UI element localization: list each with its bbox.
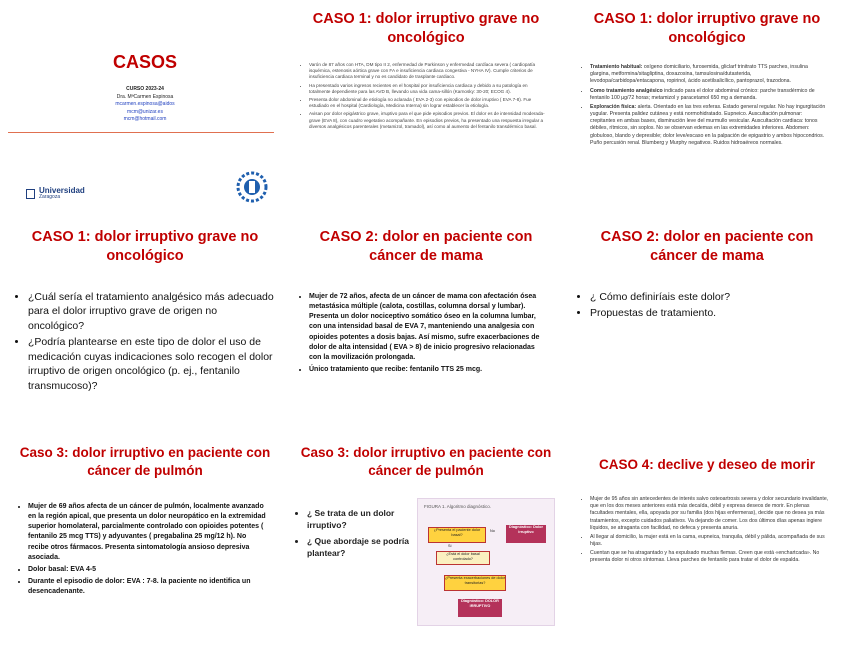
flow-box-basal: ¿Presenta el paciente dolor basal? xyxy=(428,527,486,543)
logo-subtext: Zaragoza xyxy=(39,194,61,200)
email-link[interactable]: mcm@hotmail.com xyxy=(123,116,167,122)
bullet-text: • Presenta dolor abdominal de etiología no aclarada ( EVA 2-3) con episodios de dolor irruptivo ( EVA 7-8). Fue estudiado en el hospital (Cardiología, Medicina Interna) sin lograr establecer la etiología. xyxy=(309,97,549,109)
divider xyxy=(8,132,274,133)
slide-1-title[interactable] xyxy=(8,4,282,214)
slide-title: CASO 1: dolor irruptivo grave no oncológico xyxy=(312,11,540,46)
bullet-text: • Avisan por dolor epigástrico grave, irruptivo para el que pide episodios previos. El dolor es de intensidad moderada-grave (EVA 8), con cuadro vegetativo acompañante. En episodios previos, ha presentado una respuesta irregular a diversos analgésicos parenterales (metamizol, tramadol), así como al aumento del fentanilo transdérmico basal. xyxy=(309,111,549,130)
bullet-text: • Propuestas de tratamiento. xyxy=(590,306,838,320)
bullet-text: • ¿Cuál sería el tratamiento analgésico más adecuado para el dolor irruptivo grave de origen no oncológico? xyxy=(28,290,276,333)
logo-text: Universidad xyxy=(39,186,85,195)
bullet-text: • Al llegar al domicilio, la mujer está en la cama, eupneica, tranquila, débil y pálida, acompañada de sus hijas. xyxy=(590,534,830,548)
bullet-text: • Como tratamiento analgésico indicado para el dolor abdominal crónico: parche transdérmico de fentanilo 100 µg/72 horas; metamizol y paracetamol 650 mg a demanda. xyxy=(590,88,828,102)
slide-title: CASO 2: dolor en paciente con cáncer de mama xyxy=(319,229,533,264)
bullet-text: • ¿Podría plantearse en este tipo de dolor el uso de medicación cuyas indicaciones solo recogen el dolor irruptivo de origen oncológico (p. ej., fentanilo transmucoso)? xyxy=(28,335,276,393)
flow-result-2: Diagnóstico: DOLOR IRRUPTIVO xyxy=(458,599,502,617)
slide-title: CASO 4: declive y deseo de morir xyxy=(598,457,816,472)
bullet-text: • Tratamiento habitual: oxígeno domiciliario, furosemida, gliclarf trinitrato TTS parches, insulina glargina, metformina/sitagliptina, doxazosina, tamsulosina/dutasterida, levodopa/carbidopa/entacapona, ropirinol, ácido acetilsalicílico, pantoprazol, trazodona. xyxy=(590,64,828,86)
bullet-text: • ¿ Se trata de un dolor irruptivo? xyxy=(307,508,415,532)
author-name: Dra. MªCarmen Espinosa xyxy=(116,93,174,100)
flow-box-exacerbation: ¿Presenta exacerbaciones de dolor transitorias? xyxy=(444,575,506,591)
slide-5-case2-history[interactable] xyxy=(289,222,563,432)
flow-box-controlled: ¿Está el dolor basal controlado? xyxy=(436,551,490,565)
email-link[interactable]: mcarmen.espinosa@aidos xyxy=(115,101,175,107)
figure-caption: FIGURA 1. Algoritmo diagnóstico. xyxy=(424,504,492,509)
flow-result-1: Diagnóstico: Dolor irruptivo xyxy=(506,525,546,543)
slide-title: CASO 1: dolor irruptivo grave no oncológico xyxy=(593,11,821,46)
slide-8-case3-questions[interactable] xyxy=(289,440,563,650)
bullet-text: • ¿ Que abordaje se podría plantear? xyxy=(307,536,415,560)
bullet-text: • Durante el episodio de dolor: EVA : 7-8. la paciente no identifica un desencadenante. xyxy=(28,577,268,597)
crest-icon xyxy=(234,170,270,204)
slide-4-case1-questions[interactable] xyxy=(8,222,282,432)
bullet-text: • ¿ Cómo definiríais este dolor? xyxy=(590,290,838,304)
bullet-text: • Varón de 87 años con HTA, DM tipo II 2, enfermedad de Parkinson y enfermedad cardíaca severa ( cardiopatía isquémica, estenosis aórtica grave con FA e insuficiencia cardiaca congestiva - NYHA IV). Cumple criterios de insuficiencia cardiaca terminal y no es candidato de trasplante cardiaco. xyxy=(309,62,549,81)
bullet-text: • Exploración física: alerta. Orientado en las tres esferas. Estado general regular. No hay ingurgitación yugular. Presenta palidez cutánea y está normohidratado. Eupneico. Auscultación pulmonar: crepitantes en ambas bases, disminución leve del murmullo vesicular. Auscultación cardiaca: tonos débiles, rítmicos, sin soplos. No se observan edemas en las extremidades inferiores. Abdomen: globuloso, blando y depresible; dolor leve/escaso en la palpación de epigastrio y ambos hipocondrios. Puño percusión renal. Blumberg y Murphy negativos. Ruidos hidroaéreos normales. xyxy=(590,104,828,147)
bullet-text: • Único tratamiento que recibe: fentanilo TTS 25 mcg. xyxy=(309,365,549,375)
email-link[interactable]: mcm@unizar.es xyxy=(127,108,163,115)
slide-title: CASOS xyxy=(112,52,177,72)
slide-title: Caso 3: dolor irruptivo en paciente con cáncer de pulmón xyxy=(300,445,552,478)
slide-title: CASO 2: dolor en paciente con cáncer de mama xyxy=(600,229,814,264)
bullet-text: • Dolor basal: EVA 4-5 xyxy=(28,565,268,575)
slide-2-case1-history[interactable] xyxy=(289,4,563,214)
university-logo xyxy=(26,187,85,200)
slide-title: CASO 1: dolor irruptivo grave no oncológico xyxy=(31,229,259,264)
diagnostic-algorithm-figure xyxy=(417,498,555,626)
course-label: CURSO 2023-24 xyxy=(126,86,164,92)
bullet-text: • Mujer de 95 años sin antecedentes de interés salvo osteoartrosis severa y dolor secundario invalidante, que en los dos meses anteriores está más decaída, débil y expresa deseos de morir. En plenas facultades mentales, ella, apoyada por su familia (dos hijas enfermeras), decide que no desea ya más tratamientos, excepto cuidados paliativos. Va dejando de comer. Los dos últimos días apenas ingiere líquidos, se atraganta con facilidad, no defeca y presenta anuria. xyxy=(590,496,830,532)
flow-label-yes: Sí xyxy=(448,544,452,548)
slide-7-case3-history[interactable] xyxy=(8,440,282,650)
slide-9-case4[interactable] xyxy=(570,440,844,650)
bullet-text: • Ha presentado varios ingresos recientes en el hospital por insuficiencia cardiaca y debido a su patología en totalmente dependiente para las AVD B, llevando una vida cama-sillón (Karnosky: 30-20; ECOG 4). xyxy=(309,83,549,95)
flow-label-no: No xyxy=(490,529,495,533)
university-mark-icon xyxy=(26,189,35,199)
bullet-text: • Mujer de 72 años, afecta de un cáncer de mama con afectación ósea metastásica múltiple (calota, costillas, columna dorsal y lumbar). Presenta un dolor nociceptivo somático óseo en la columna lumbar, con una intensidad basal de EVA 7, manteniendo una analgesia con opioides potentes a dosis bajas. Así mismo, sufre exacerbaciones de dolor de alta intensidad ( EVA > 8) de inicio progresivo relacionadas con la movilización prolongada. xyxy=(309,292,549,363)
slide-title: Caso 3: dolor irruptivo en paciente con cáncer de pulmón xyxy=(19,445,271,478)
slide-6-case2-questions[interactable] xyxy=(570,222,844,432)
slide-3-case1-treatment[interactable] xyxy=(570,4,844,214)
bullet-text: • Cuentan que se ha atragantado y ha expulsado muchas flemas. Creen que está «enchartcada». No presenta dolor ni otros síntomas. Lleva parches de fentanilo para tratar el dolor de espalda. xyxy=(590,550,830,564)
bullet-text: • Mujer de 69 años afecta de un cáncer de pulmón, localmente avanzado en la región apical, que presenta un dolor neuropático en la extremidad superior homolateral, parcialmente controlado con opioides potentes ( fentanilo 25 mcg TTS) y adyuvantes ( pregabalina 25 mg/12 h). No recibe otros fármacos. Presenta sintomatología ansioso depresiva asociada. xyxy=(28,502,268,563)
